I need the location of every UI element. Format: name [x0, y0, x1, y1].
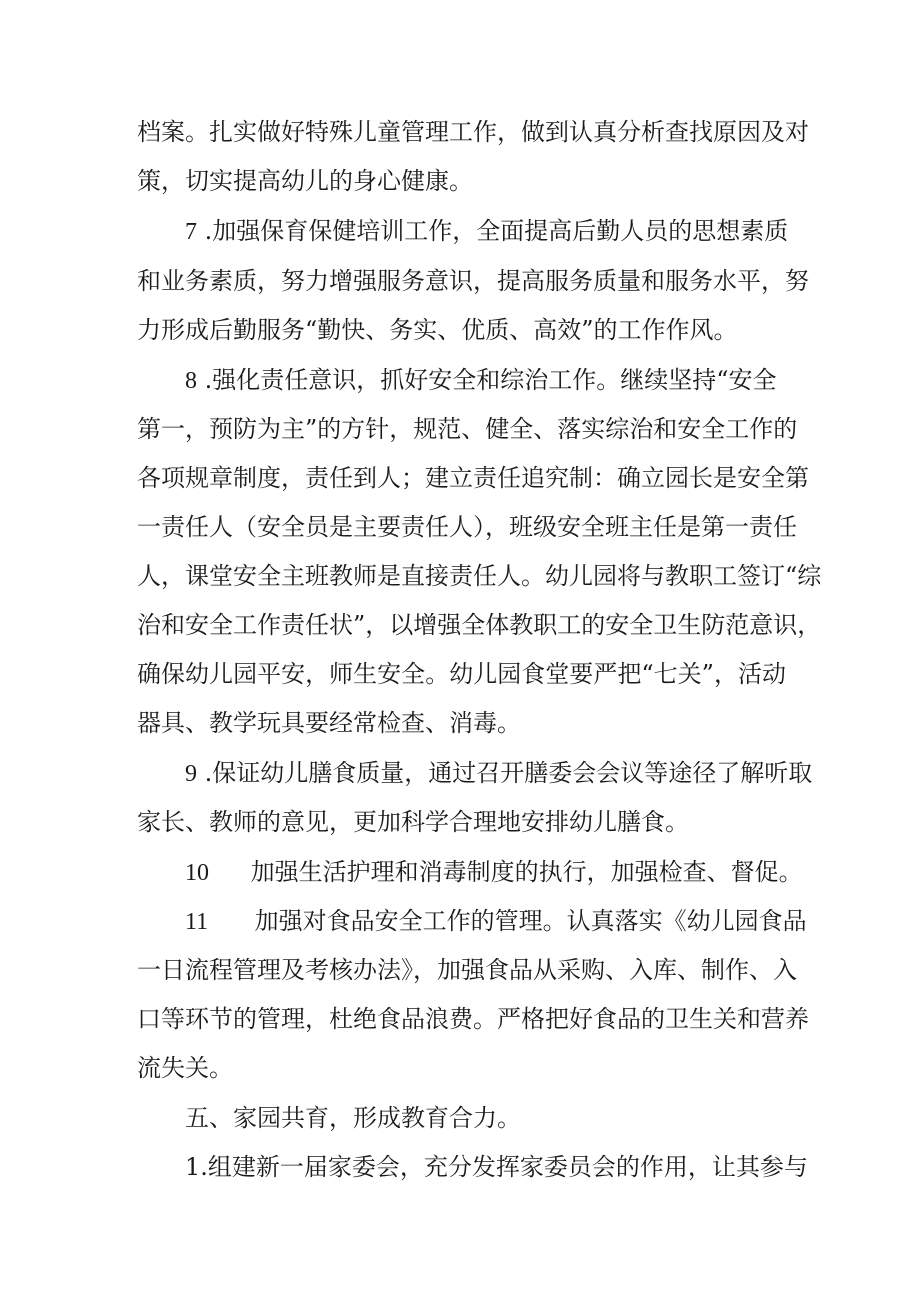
paragraph-10-line	[185, 855, 803, 889]
text-line: 一责任人（安全员是主要责任人），班级安全班主任是第一责任	[137, 513, 797, 541]
text-line: 和业务素质，努力增强服务意识，提高服务质量和服务水平，努	[137, 267, 809, 295]
text-span: .加强保育保健培训工作，全面提高后勤人员的思想素质	[204, 217, 789, 245]
paragraph-number: 8	[185, 368, 197, 394]
text-line: 人，课堂安全主班教师是直接责任人。幼儿园将与教职工签订“综	[137, 562, 822, 590]
text-line: 力形成后勤服务“勤快、务实、优质、高效”的工作作风。	[137, 316, 738, 344]
paragraph-number: 10	[185, 860, 209, 886]
text-line: 策，切实提高幼儿的身心健康。	[137, 167, 473, 195]
paragraph-number: 9	[185, 761, 197, 787]
text-line: 一日流程管理及考核办法》，加强食品从采购、入库、制作、入	[137, 956, 797, 984]
text-span: .保证幼儿膳食质量，通过召开膳委会会议等途径了解听取	[204, 759, 813, 787]
paragraph-9-first-line	[185, 756, 813, 790]
paragraph-7-first-line	[185, 214, 789, 248]
text-line: 口等环节的管理，杜绝食品浪费。严格把好食品的卫生关和营养	[137, 1005, 809, 1033]
text-line: 1.组建新一届家委会，充分发挥家委员会的作用，让其参与	[185, 1153, 808, 1181]
text-line: 档案。扎实做好特殊儿童管理工作，做到认真分析查找原因及对	[137, 118, 809, 146]
text-line: 第一，预防为主”的方针，规范、健全、落实综治和安全工作的	[137, 415, 798, 443]
paragraph-number: 7	[185, 219, 197, 245]
text-line: 家长、教师的意见，更加科学合理地安排幼儿膳食。	[137, 808, 689, 836]
text-line: 器具、教学玩具要经常检查、消毒。	[137, 709, 521, 737]
section-heading: 五、家园共育，形成教育合力。	[185, 1104, 521, 1132]
paragraph-number: 11	[185, 909, 209, 935]
text-span: .强化责任意识，抓好安全和综治工作。继续坚持“安全	[204, 366, 777, 394]
text-line: 各项规章制度，责任到人；建立责任追究制：确立园长是安全第	[137, 464, 809, 492]
text-line: 确保幼儿园平安，师生安全。幼儿园食堂要严把“七关”，活动	[137, 660, 786, 688]
text-line: 治和安全工作责任状”，以增强全体教职工的安全卫生防范意识，	[137, 611, 822, 639]
paragraph-11-first-line	[185, 904, 807, 938]
text-span: 加强生活护理和消毒制度的执行，加强检查、督促。	[250, 858, 803, 886]
paragraph-8-first-line	[185, 363, 786, 397]
text-line: 流失关。	[137, 1054, 233, 1082]
text-span: 加强对食品安全工作的管理。认真落实《幼儿园食品	[254, 907, 807, 935]
